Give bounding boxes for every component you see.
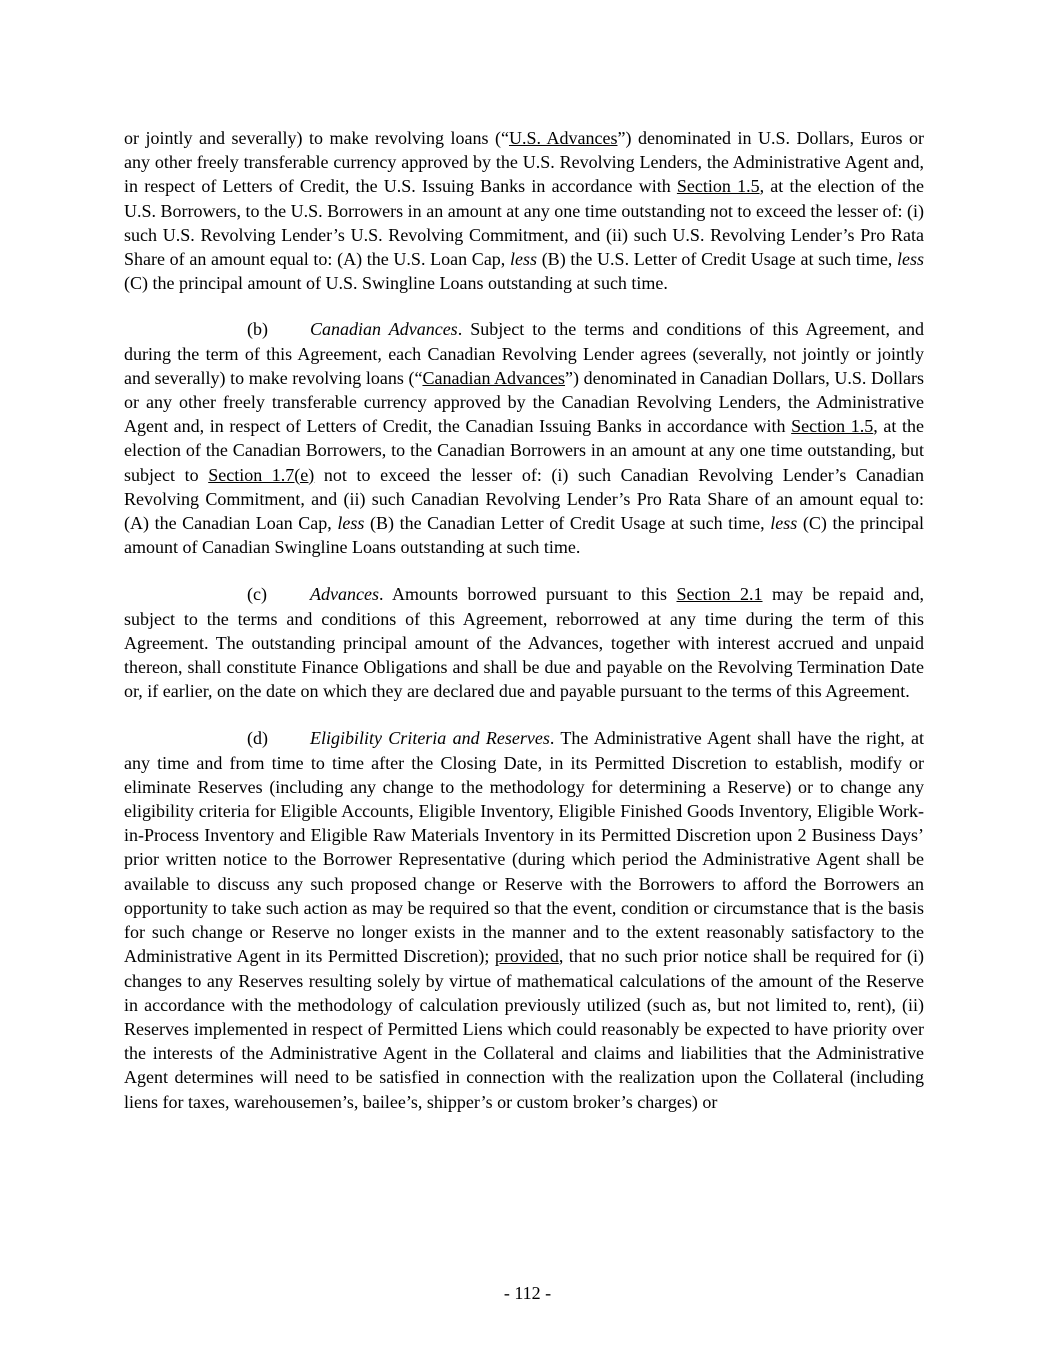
text-run: , at the election of the U.S. Borrowers, to the U.S. Borrowers in an amount at any one time outstanding not to exceed the lesser of: (i) such U.S. Revolving Lender’s U.S. Revolving Commitment, and (ii) such U.S. Revolving Lender’s Pro Rata Share of an amount equal to: (A) the U.S. Loan Cap,	[124, 176, 925, 270]
italic-term: less	[770, 513, 798, 534]
clause-number: (b)	[247, 319, 268, 340]
document-page	[124, 126, 924, 1137]
text-run: or jointly and severally) to make revolving loans (“	[124, 128, 509, 148]
text-run: (C) the principal amount of Canadian Swingline Loans outstanding at such time.	[124, 513, 924, 558]
page-number: - 112 -	[503, 1283, 552, 1303]
clause-heading: Eligibility Criteria and Reserves	[310, 728, 550, 749]
text-run: (B) the U.S. Letter of Credit Usage at such time,	[537, 249, 897, 270]
text-run: ”) denominated in Canadian Dollars, U.S. Dollars or any other freely transferable currency approved by the Canadian Revolving Lenders, the Administrative Agent and, in respect of Letters of Credit, the Canadian Issuing Banks in accordance with	[124, 367, 924, 437]
text-run: . Amounts borrowed pursuant to this	[378, 584, 677, 605]
paragraph-c-advances	[124, 582, 924, 703]
section-reference: Section 1.7(e)	[208, 464, 315, 485]
paragraph-b-canadian-advances	[124, 317, 924, 559]
section-reference: Section 2.1	[676, 584, 763, 605]
paragraph-a-continuation	[124, 126, 924, 295]
text-run: (B) the Canadian Letter of Credit Usage at such time,	[364, 513, 771, 534]
clause-heading: Advances	[310, 584, 379, 605]
text-run: . The Administrative Agent shall have the right, at any time and from time to time after the Closing Date, in its Permitted Discretion to establish, modify or eliminate Reserves (including any change to the methodology for determining a Reserve) or to change any eligibility criteria for Eligible Accounts, Eligible Inventory, Eligible Finished Goods Inventory, Eligible Work-in-Process Inventory and Eligible Raw Materials Inventory in its Permitted Discretion upon 2 Business Days’ prior written notice to the Borrower Representative (during which period the Administrative Agent shall be available to discuss any such proposed change or Reserve with the Borrowers to afford the Borrowers an opportunity to take such action as may be required so that the event, condition or circumstance that is the basis for such change or Reserve no longer exists in the manner and to the extent reasonably satisfactory to the Administrative Agent in its Permitted Discretion);	[124, 728, 924, 967]
clause-number: (c)	[247, 584, 267, 605]
section-reference: Section 1.5	[791, 416, 874, 437]
italic-term: less	[510, 249, 537, 270]
clause-number: (d)	[247, 728, 268, 749]
paragraph-d-eligibility-criteria	[124, 726, 924, 1113]
text-run: . Subject to the terms and conditions of this Agreement, and during the term of this Agreement, each Canadian Revolving Lender agrees (severally, not jointly or jointly and severally) to make revolving loans (“	[124, 319, 925, 388]
text-run: (C) the principal amount of U.S. Swingline Loans outstanding at such time.	[124, 273, 668, 294]
text-run: , at the election of the Canadian Borrowers, to the Canadian Borrowers in an amount at any one time outstanding, but subject to	[124, 416, 924, 485]
text-run: may be repaid and, subject to the terms and conditions of this Agreement, reborrowed at any time during the term of this Agreement. The outstanding principal amount of the Advances, together with interest accrued and unpaid thereon, shall constitute Finance Obligations and shall be due and payable on the Revolving Termination Date or, if earlier, on the date on which they are declared due and payable pursuant to the terms of this Agreement.	[124, 584, 924, 702]
text-run: ”) denominated in U.S. Dollars, Euros or any other freely transferable currency approved by the U.S. Revolving Lenders, the Administrative Agent and, in respect of Letters of Credit, the U.S. Issuing Banks in accordance with	[124, 128, 924, 197]
defined-term-us-advances: U.S. Advances	[508, 128, 618, 148]
text-run: not to exceed the lesser of: (i) such Canadian Revolving Lender’s Canadian Revolving Commitment, and (ii) such Canadian Revolving Lender’s Pro Rata Share of an amount equal to: (A) the Canadian Loan Cap,	[124, 464, 925, 534]
italic-term: less	[897, 249, 924, 270]
defined-term-canadian-advances: Canadian Advances	[422, 367, 566, 388]
italic-term: less	[337, 513, 365, 534]
text-run: , that no such prior notice shall be required for (i) changes to any Reserves resulting solely by virtue of mathematical calculations of the amount of the Reserve in accordance with the methodology of calculation previously utilized (such as, but not limited to, rent), (ii) Reserves implemented in respect of Permitted Liens which could reasonably be expected to have priority over the interests of the Administrative Agent in the Collateral and claims and liabilities that the Administrative Agent determines will need to be satisfied in connection with the realization upon the Collateral (including liens for taxes, warehousemen’s, bailee’s, shipper’s or custom broker’s charges) or	[124, 946, 924, 1112]
section-reference: Section 1.5	[676, 176, 760, 197]
clause-heading: Canadian Advances	[310, 319, 458, 340]
provided-term: provided	[494, 946, 559, 967]
